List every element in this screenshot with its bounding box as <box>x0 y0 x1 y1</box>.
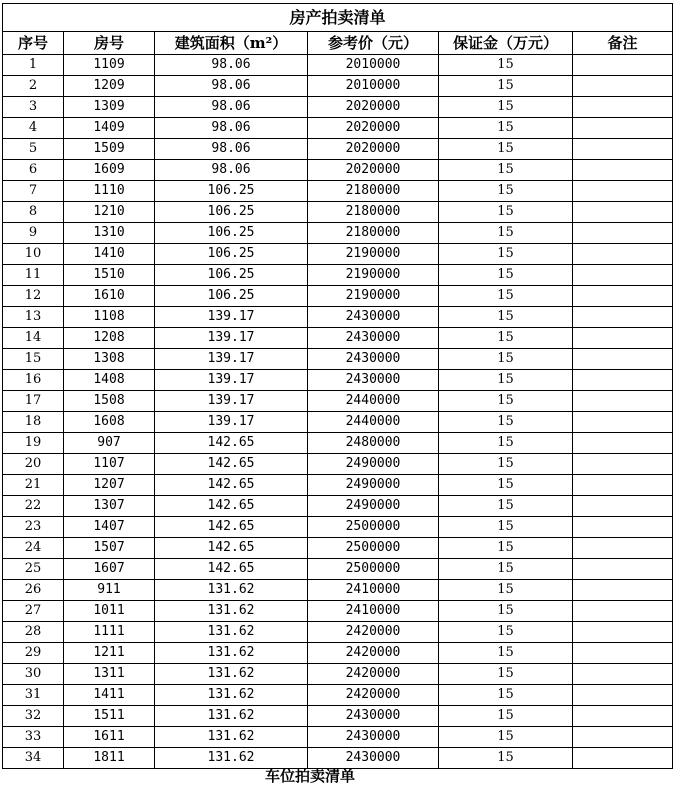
cell-area: 98.06 <box>155 55 308 76</box>
cell-price: 2420000 <box>308 685 439 706</box>
cell-area: 106.25 <box>155 223 308 244</box>
cell-remark <box>573 76 673 97</box>
cell-price: 2490000 <box>308 475 439 496</box>
table-row <box>3 160 673 181</box>
cell-remark <box>573 223 673 244</box>
cell-deposit: 15 <box>439 181 573 202</box>
cell-deposit: 15 <box>439 139 573 160</box>
cell-index: 19 <box>3 433 64 454</box>
table-row <box>3 727 673 748</box>
cell-deposit: 15 <box>439 349 573 370</box>
cell-room: 1211 <box>64 643 155 664</box>
table-row <box>3 517 673 538</box>
cell-index: 17 <box>3 391 64 412</box>
cell-index: 23 <box>3 517 64 538</box>
cell-remark <box>573 643 673 664</box>
cell-room: 1111 <box>64 622 155 643</box>
cell-deposit: 15 <box>439 685 573 706</box>
cell-index: 12 <box>3 286 64 307</box>
cell-area: 142.65 <box>155 433 308 454</box>
cell-price: 2430000 <box>308 307 439 328</box>
cell-index: 16 <box>3 370 64 391</box>
cell-area: 98.06 <box>155 76 308 97</box>
cell-deposit: 15 <box>439 307 573 328</box>
cell-room: 1507 <box>64 538 155 559</box>
cell-area: 142.65 <box>155 559 308 580</box>
cell-index: 27 <box>3 601 64 622</box>
cell-remark <box>573 601 673 622</box>
cell-area: 98.06 <box>155 118 308 139</box>
cell-deposit: 15 <box>439 328 573 349</box>
header-remark: 备注 <box>573 32 673 55</box>
table-row <box>3 538 673 559</box>
cell-index: 14 <box>3 328 64 349</box>
cell-remark <box>573 202 673 223</box>
cell-price: 2180000 <box>308 181 439 202</box>
cell-deposit: 15 <box>439 244 573 265</box>
cell-price: 2500000 <box>308 517 439 538</box>
cell-deposit: 15 <box>439 202 573 223</box>
cell-area: 106.25 <box>155 181 308 202</box>
cell-room: 1407 <box>64 517 155 538</box>
cell-price: 2420000 <box>308 664 439 685</box>
cell-area: 131.62 <box>155 706 308 727</box>
table-row <box>3 328 673 349</box>
table-row <box>3 223 673 244</box>
cell-area: 142.65 <box>155 538 308 559</box>
cell-remark <box>573 265 673 286</box>
cell-area: 142.65 <box>155 517 308 538</box>
table-body <box>3 55 673 769</box>
cell-room: 1208 <box>64 328 155 349</box>
cell-area: 131.62 <box>155 601 308 622</box>
table-row <box>3 307 673 328</box>
cell-deposit: 15 <box>439 223 573 244</box>
cell-remark <box>573 307 673 328</box>
cell-deposit: 15 <box>439 118 573 139</box>
cell-price: 2430000 <box>308 328 439 349</box>
cell-deposit: 15 <box>439 475 573 496</box>
cell-price: 2420000 <box>308 643 439 664</box>
cell-deposit: 15 <box>439 643 573 664</box>
cell-price: 2020000 <box>308 97 439 118</box>
cell-room: 1409 <box>64 118 155 139</box>
cell-remark <box>573 97 673 118</box>
cell-price: 2490000 <box>308 496 439 517</box>
cell-index: 3 <box>3 97 64 118</box>
table-row <box>3 580 673 601</box>
table-row <box>3 97 673 118</box>
cell-area: 139.17 <box>155 349 308 370</box>
cell-deposit: 15 <box>439 538 573 559</box>
header-price: 参考价（元） <box>308 32 439 55</box>
cell-remark <box>573 55 673 76</box>
cell-remark <box>573 412 673 433</box>
cell-index: 26 <box>3 580 64 601</box>
cell-room: 1210 <box>64 202 155 223</box>
cell-area: 139.17 <box>155 370 308 391</box>
cell-area: 106.25 <box>155 244 308 265</box>
cell-deposit: 15 <box>439 97 573 118</box>
cell-remark <box>573 118 673 139</box>
cell-remark <box>573 475 673 496</box>
cell-area: 142.65 <box>155 496 308 517</box>
cell-price: 2490000 <box>308 454 439 475</box>
cell-area: 131.62 <box>155 622 308 643</box>
cell-room: 1411 <box>64 685 155 706</box>
cell-deposit: 15 <box>439 55 573 76</box>
table-row <box>3 139 673 160</box>
cell-price: 2500000 <box>308 559 439 580</box>
cell-room: 1307 <box>64 496 155 517</box>
cell-room: 1510 <box>64 265 155 286</box>
cell-area: 106.25 <box>155 202 308 223</box>
table-row <box>3 265 673 286</box>
cell-index: 24 <box>3 538 64 559</box>
cell-deposit: 15 <box>439 433 573 454</box>
cell-price: 2020000 <box>308 139 439 160</box>
cell-index: 15 <box>3 349 64 370</box>
cell-remark <box>573 706 673 727</box>
cell-remark <box>573 517 673 538</box>
cell-room: 1609 <box>64 160 155 181</box>
cell-remark <box>573 748 673 769</box>
cell-deposit: 15 <box>439 160 573 181</box>
table-row <box>3 685 673 706</box>
cell-remark <box>573 433 673 454</box>
cell-room: 1110 <box>64 181 155 202</box>
cell-room: 1408 <box>64 370 155 391</box>
cell-index: 22 <box>3 496 64 517</box>
cell-deposit: 15 <box>439 727 573 748</box>
cell-area: 106.25 <box>155 286 308 307</box>
table-row <box>3 202 673 223</box>
cell-index: 13 <box>3 307 64 328</box>
cell-area: 139.17 <box>155 307 308 328</box>
table-row <box>3 181 673 202</box>
cell-room: 907 <box>64 433 155 454</box>
header-index: 序号 <box>3 32 64 55</box>
title-row <box>3 4 673 32</box>
cell-price: 2410000 <box>308 580 439 601</box>
cell-price: 2180000 <box>308 223 439 244</box>
cell-price: 2430000 <box>308 706 439 727</box>
cell-room: 1310 <box>64 223 155 244</box>
cell-index: 29 <box>3 643 64 664</box>
cell-deposit: 15 <box>439 664 573 685</box>
table-row <box>3 601 673 622</box>
cell-remark <box>573 559 673 580</box>
cell-index: 9 <box>3 223 64 244</box>
next-section-title: 车位拍卖清单 <box>265 767 356 785</box>
cell-area: 142.65 <box>155 475 308 496</box>
cell-area: 131.62 <box>155 580 308 601</box>
table-row <box>3 706 673 727</box>
table-row <box>3 370 673 391</box>
cell-room: 1509 <box>64 139 155 160</box>
cell-room: 1511 <box>64 706 155 727</box>
cell-remark <box>573 139 673 160</box>
cell-area: 131.62 <box>155 643 308 664</box>
cell-remark <box>573 622 673 643</box>
cell-room: 1508 <box>64 391 155 412</box>
table-row <box>3 643 673 664</box>
table-title: 房产拍卖清单 <box>3 4 673 32</box>
cell-remark <box>573 664 673 685</box>
cell-price: 2010000 <box>308 55 439 76</box>
header-area: 建筑面积（m²） <box>155 32 308 55</box>
cell-index: 18 <box>3 412 64 433</box>
table-row <box>3 454 673 475</box>
cell-index: 32 <box>3 706 64 727</box>
cell-deposit: 15 <box>439 559 573 580</box>
cell-remark <box>573 454 673 475</box>
cell-price: 2480000 <box>308 433 439 454</box>
cell-index: 28 <box>3 622 64 643</box>
cell-index: 5 <box>3 139 64 160</box>
cell-room: 911 <box>64 580 155 601</box>
cell-deposit: 15 <box>439 265 573 286</box>
cell-remark <box>573 538 673 559</box>
cell-room: 1011 <box>64 601 155 622</box>
cell-remark <box>573 580 673 601</box>
cell-deposit: 15 <box>439 622 573 643</box>
table-row <box>3 622 673 643</box>
cell-area: 106.25 <box>155 265 308 286</box>
cell-price: 2430000 <box>308 349 439 370</box>
table-row <box>3 748 673 769</box>
cell-price: 2190000 <box>308 265 439 286</box>
table-row <box>3 664 673 685</box>
cell-index: 2 <box>3 76 64 97</box>
cell-price: 2500000 <box>308 538 439 559</box>
cell-deposit: 15 <box>439 286 573 307</box>
cell-area: 98.06 <box>155 160 308 181</box>
cell-deposit: 15 <box>439 454 573 475</box>
cell-price: 2410000 <box>308 601 439 622</box>
cell-deposit: 15 <box>439 580 573 601</box>
table-row <box>3 559 673 580</box>
cell-index: 20 <box>3 454 64 475</box>
cell-remark <box>573 496 673 517</box>
cell-index: 10 <box>3 244 64 265</box>
cell-room: 1610 <box>64 286 155 307</box>
cell-index: 30 <box>3 664 64 685</box>
cell-room: 1811 <box>64 748 155 769</box>
cell-index: 7 <box>3 181 64 202</box>
cell-remark <box>573 244 673 265</box>
cell-index: 6 <box>3 160 64 181</box>
cell-room: 1108 <box>64 307 155 328</box>
cell-price: 2020000 <box>308 118 439 139</box>
table-row <box>3 391 673 412</box>
cell-price: 2440000 <box>308 391 439 412</box>
cell-area: 131.62 <box>155 748 308 769</box>
cell-deposit: 15 <box>439 706 573 727</box>
cell-area: 98.06 <box>155 139 308 160</box>
cell-area: 98.06 <box>155 97 308 118</box>
cell-remark <box>573 685 673 706</box>
cell-index: 34 <box>3 748 64 769</box>
cell-remark <box>573 286 673 307</box>
cell-price: 2010000 <box>308 76 439 97</box>
table-row <box>3 118 673 139</box>
table-row <box>3 55 673 76</box>
cell-index: 1 <box>3 55 64 76</box>
cell-index: 25 <box>3 559 64 580</box>
cell-area: 131.62 <box>155 664 308 685</box>
cell-deposit: 15 <box>439 517 573 538</box>
cell-area: 131.62 <box>155 727 308 748</box>
cell-remark <box>573 370 673 391</box>
cell-remark <box>573 328 673 349</box>
cell-area: 131.62 <box>155 685 308 706</box>
cell-index: 21 <box>3 475 64 496</box>
next-section-fragment <box>0 767 677 785</box>
cell-price: 2430000 <box>308 727 439 748</box>
cell-price: 2440000 <box>308 412 439 433</box>
cell-price: 2190000 <box>308 244 439 265</box>
table-row <box>3 286 673 307</box>
cell-room: 1309 <box>64 97 155 118</box>
table-row <box>3 244 673 265</box>
table-row <box>3 349 673 370</box>
cell-index: 33 <box>3 727 64 748</box>
cell-deposit: 15 <box>439 412 573 433</box>
table-row <box>3 496 673 517</box>
cell-remark <box>573 181 673 202</box>
cell-room: 1311 <box>64 664 155 685</box>
cell-deposit: 15 <box>439 76 573 97</box>
cell-remark <box>573 160 673 181</box>
cell-remark <box>573 391 673 412</box>
cell-price: 2430000 <box>308 748 439 769</box>
table-row <box>3 433 673 454</box>
header-row <box>3 32 673 55</box>
cell-room: 1607 <box>64 559 155 580</box>
header-room: 房号 <box>64 32 155 55</box>
cell-area: 139.17 <box>155 328 308 349</box>
cell-area: 142.65 <box>155 454 308 475</box>
cell-index: 4 <box>3 118 64 139</box>
auction-list-table <box>2 3 673 769</box>
cell-price: 2020000 <box>308 160 439 181</box>
cell-room: 1308 <box>64 349 155 370</box>
cell-deposit: 15 <box>439 748 573 769</box>
cell-room: 1209 <box>64 76 155 97</box>
cell-room: 1410 <box>64 244 155 265</box>
cell-price: 2190000 <box>308 286 439 307</box>
table-row <box>3 475 673 496</box>
cell-deposit: 15 <box>439 391 573 412</box>
table-row <box>3 412 673 433</box>
cell-remark <box>573 727 673 748</box>
cell-index: 31 <box>3 685 64 706</box>
cell-area: 139.17 <box>155 391 308 412</box>
cell-index: 11 <box>3 265 64 286</box>
cell-price: 2180000 <box>308 202 439 223</box>
cell-room: 1109 <box>64 55 155 76</box>
cell-room: 1107 <box>64 454 155 475</box>
cell-price: 2430000 <box>308 370 439 391</box>
cell-deposit: 15 <box>439 496 573 517</box>
cell-room: 1608 <box>64 412 155 433</box>
cell-room: 1207 <box>64 475 155 496</box>
table-row <box>3 76 673 97</box>
cell-area: 139.17 <box>155 412 308 433</box>
cell-price: 2420000 <box>308 622 439 643</box>
cell-remark <box>573 349 673 370</box>
cell-index: 8 <box>3 202 64 223</box>
cell-room: 1611 <box>64 727 155 748</box>
header-deposit: 保证金（万元） <box>439 32 573 55</box>
cell-deposit: 15 <box>439 601 573 622</box>
cell-deposit: 15 <box>439 370 573 391</box>
